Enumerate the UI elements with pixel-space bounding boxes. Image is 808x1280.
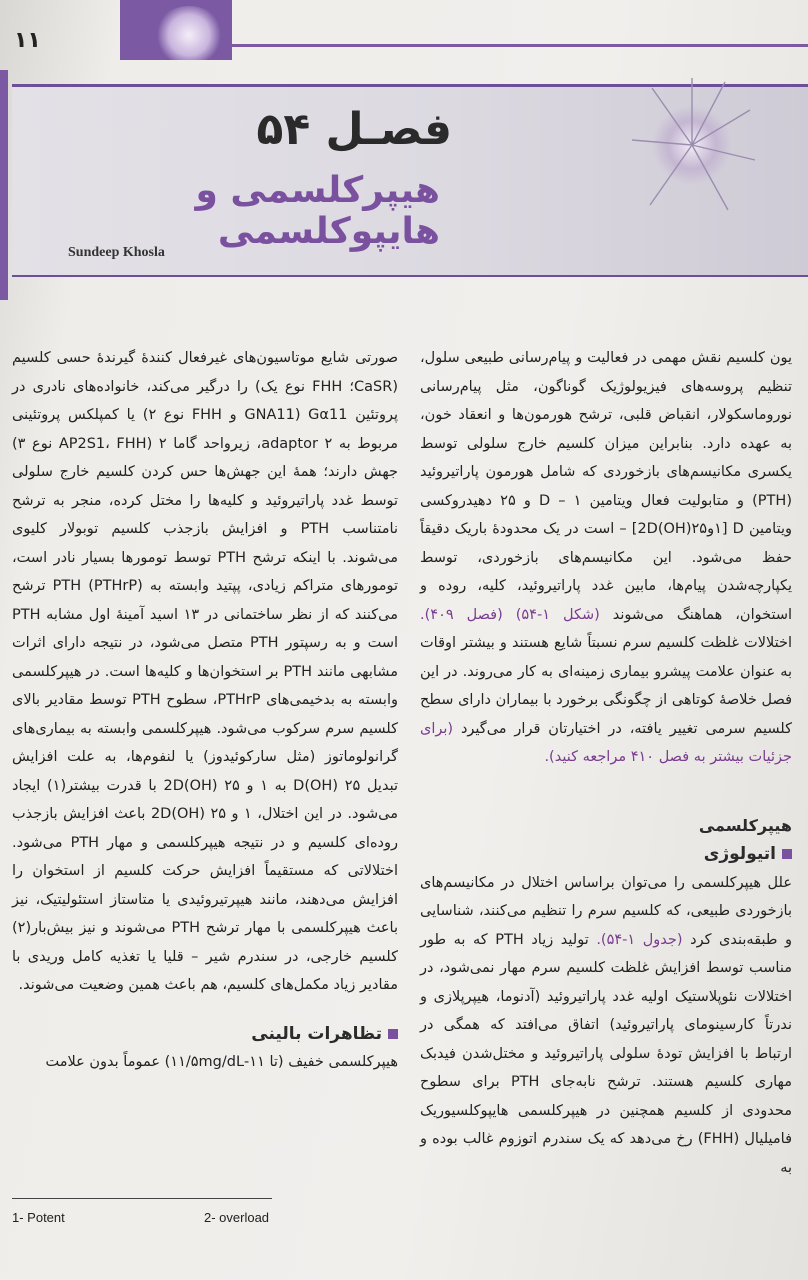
splash-graphic	[630, 70, 760, 220]
chapter-title: هیپرکلسمی و هایپوکلسمی	[195, 170, 440, 252]
section-heading-hypercalcemia: هیپرکلسمی	[698, 815, 792, 835]
page-number: ۱۱	[14, 28, 41, 53]
chapter-number: فصـل ۵۴	[256, 104, 452, 155]
section-bullet-icon	[388, 1029, 398, 1039]
clinical-paragraph-start: هیپرکلسمی خفیف (تا ۱۱-۱۱/۵mg/dL) عموماً بدون علامت	[45, 1054, 398, 1070]
intro-reference: (شکل ۱-۵۴) (فصل ۴۰۹).	[420, 606, 600, 623]
footnote-rule	[12, 1198, 272, 1199]
footnote-2: 2- overload	[204, 1210, 270, 1225]
left-body-paragraph: صورتی شایع موتاسیون‌های غیرفعال کنندهٔ گیرندهٔ حسی کلسیم (CaSR؛ FHH نوع یک) را درگیر می‌کند، خانواده‌های نادری در پروتئین Gα11 (GNA11 و FHH نوع ۲) یا کمپلکس پروتئینی مربوط به adaptor ۲، زیرواحد گاما ۲ (AP2S1، FHH نوع ۳) جهش دارند؛ همهٔ این جهش‌ها حس کردن کلسیم خارج سلولی توسط غدد پاراتیروئید و کلیه‌ها را مختل کرده، منجر به ترشح نامتناسب PTH و افزایش بازجذب کلسیم توبولار کلیوی می‌شوند. با اینکه ترشح PTH توسط تومورها بسیار نادر است، تومورهای متراکم زیادی، پپتید وابسته به PTH (PTHrP) ترشح می‌کنند که از نظر ساختمانی در ۱۳ اسید آمینهٔ اول مشابه PTH است و به رسپتور PTH متصل می‌شود، در نتیجه دارای اثرات مشابهی مانند PTH بر استخوان‌ها و کلیه‌ها است. در هیپرکلسمی وابسته به بدخیمی‌های PTHrP، سطوح PTH توسط مقادیر بالای کلسیم سرم سرکوب می‌شود. هیپرکلسمی وابسته به بیماری‌های گرانولوماتوز (مثل سارکوئیدوز) یا لنفوم‌ها، به علت افزایش تبدیل ۲۵ (OH)D به ۱ و ۲۵ (OH)2D با قدرت بیشتر(۱) ایجاد می‌شود. در این اختلال، ۱ و ۲۵ (OH)2D باعث افزایش بازجذب روده‌ای کلسیم و در نتیجه هیپرکلسمی و مهار PTH می‌شود. اختلالاتی که مستقیماً افزایش حرکت کلسیم از استخوان را افزایش می‌دهند، مانند هیپرتیروئیدی یا متاستاز استئولیتیک، نیز باعث هیپرکلسمی با مهار ترشح PTH می‌شوند و نیز بیش‌بار(۲) کلسیم خارجی، در سندرم شیر – قلیا یا تغذیه کامل وریدی با مقادیر زیاد مکمل‌های کلسیم، هم باعث همین وضعیت می‌شوند.	[12, 350, 399, 993]
etiology-reference: (جدول ۱-۵۴).	[596, 931, 683, 948]
subsection-heading-clinical-text: تظاهرات بالینی	[251, 1023, 382, 1044]
right-column	[420, 344, 792, 1182]
author-name: Sundeep Khosla	[68, 245, 165, 260]
intro-text: یون کلسیم نقش مهمی در فعالیت و پیام‌رسانی طبیعی سلول، تنظیم پروسه‌های فیزیولوژیک گوناگون، مثل پیام‌رسانی نوروماسکولار، انقباض قلبی، ترشح هورمون‌ها و انعقاد خون، به عهده دارد. بنابراین میزان کلسیم خارج سلولی توسط یکسری مکانیسم‌های بازخوردی که شامل هورمون پاراتیروئید (PTH) و متابولیت فعال ویتامین D – ۱ و ۲۵ دهیدروکسی ویتامین D [۱و۲۵(OH)2D] – است در یک محدودهٔ باریک دقیقاً حفظ می‌شود. این مکانیسم‌های بازخوردی، توسط یکپارچه‌شدن پیام‌ها، مابین غدد پاراتیروئید، کلیه، روده و استخوان، هماهنگ می‌شوند	[420, 350, 793, 623]
footnote-1: 1- Potent	[12, 1210, 65, 1225]
etiology-paragraph	[420, 869, 792, 1183]
intro-text-cont: اختلالات غلظت کلسیم سرم نسبتاً شایع هستند و بیشتر اوقات به عنوان علامت پیشرو بیماری زمینه‌ای به کار می‌روند. در این فصل خلاصهٔ کوتاهی از چگونگی برخورد با بیماران دارای سطح کلسیم سرمی تغییر یافته، در اختیارتان قرار می‌گیرد	[420, 635, 793, 737]
intro-reference-2: (برای جزئیات بیشتر به فصل ۴۱۰ مراجعه کنید).	[420, 720, 792, 765]
section-bullet-icon	[782, 849, 792, 859]
etiology-text-b: تولید زیاد PTH که به طور مناسب توسط افزایش غلظت کلسیم سرم مهار نمی‌شود، در اختلالات نئوپلاستیک اولیه غدد پاراتیروئید (آدنوما، هیپرپلازی و ندرتاً کارسینومای پاراتیروئید) اتفاق می‌افتد که همگی در ارتباط با افزایش تودهٔ سلولی پاراتیروئید و مختل‌شدن فیدبک مهاری کلسیم هستند. ترشح نابه‌جای PTH برای سطوح محدودی از کلسیم همچنین در هیپرکلسمی هایپوکلسیوریک فامیلیال (FHH) رخ می‌دهد که یک سندرم اتوزوم غالب بوده و به	[420, 931, 792, 1176]
header-rule	[232, 44, 808, 47]
intro-paragraph	[420, 344, 792, 772]
header-thumbnail	[120, 0, 232, 60]
left-column	[12, 344, 398, 1077]
subsection-heading-clinical	[12, 1020, 398, 1049]
etiology-text-a: علل هیپرکلسمی را می‌توان براساس اختلال در مکانیسم‌های بازخوردی طبیعی، که کلسیم سرم را تنظیم می‌کنند، شناسایی و طبقه‌بندی کرد	[420, 874, 793, 948]
subsection-heading-etiology	[420, 840, 792, 869]
subsection-heading-etiology-text: اتیولوژی	[703, 844, 776, 864]
